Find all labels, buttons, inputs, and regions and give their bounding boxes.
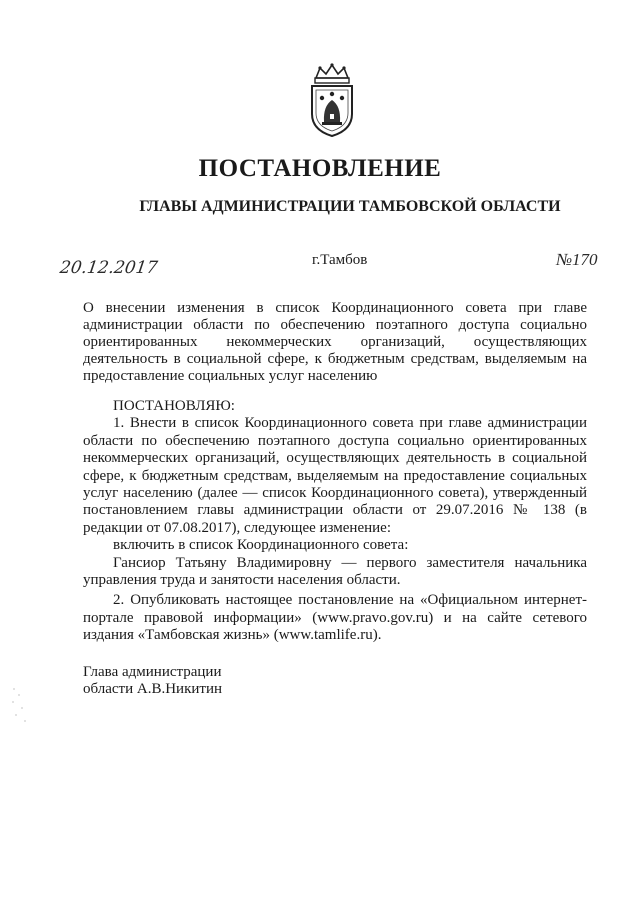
document-subject: О внесении изменения в список Координационного совета при главе администрации области по обеспечению поэтапного доступа социально ориентированных некоммерческих организаций, осуществляющих деятельность в социальной сфере, к бюджетным средствам, выделяемым на предоставление социальных услуг населению (83, 300, 587, 384)
coat-of-arms-icon (306, 62, 358, 138)
document-subtitle: ГЛАВЫ АДМИНИСТРАЦИИ ТАМБОВСКОЙ ОБЛАСТИ (139, 198, 561, 215)
paragraph-item-1: 1. Внести в список Координационного совета при главе администрации области по обеспечению поэтапного доступа социально ориентированных некоммерческих организаций, осуществляющих деятельность в социальной сфере, к бюджетным средствам, выделяемым на предоставление социальных услуг населению (далее — список Координационного совета), утвержденный постановлением главы администрации области от 29.07.2016 № 138 (в редакции от 07.08.2017), следующее изменение: (83, 415, 587, 536)
decree-heading: ПОСТАНОВЛЯЮ: (113, 398, 235, 414)
signature-block (83, 664, 222, 698)
signature-line-1: Глава администрации (83, 664, 222, 680)
document-city: г.Тамбов (312, 252, 368, 268)
document-number: №170 (556, 250, 598, 269)
scan-noise-marks (10, 685, 30, 725)
document-body (83, 398, 587, 645)
paragraph-item-2: 2. Опубликовать настоящее постановление на «Официальном интернет-портале правовой информации» (www.pravo.gov.ru) и на сайте сетевого издания «Тамбовская жизнь» (www.tamlife.ru). (83, 592, 587, 644)
paragraph-person: Гансиор Татьяну Владимировну — первого заместителя начальника управления труда и занятости населения области. (83, 554, 587, 589)
signature-line-2: области А.В.Никитин (83, 681, 223, 697)
document-title: ПОСТАНОВЛЕНИЕ (198, 155, 442, 182)
paragraph-include: включить в список Координационного совета: (113, 537, 409, 554)
document-date: 20.12.2017 (58, 258, 159, 278)
